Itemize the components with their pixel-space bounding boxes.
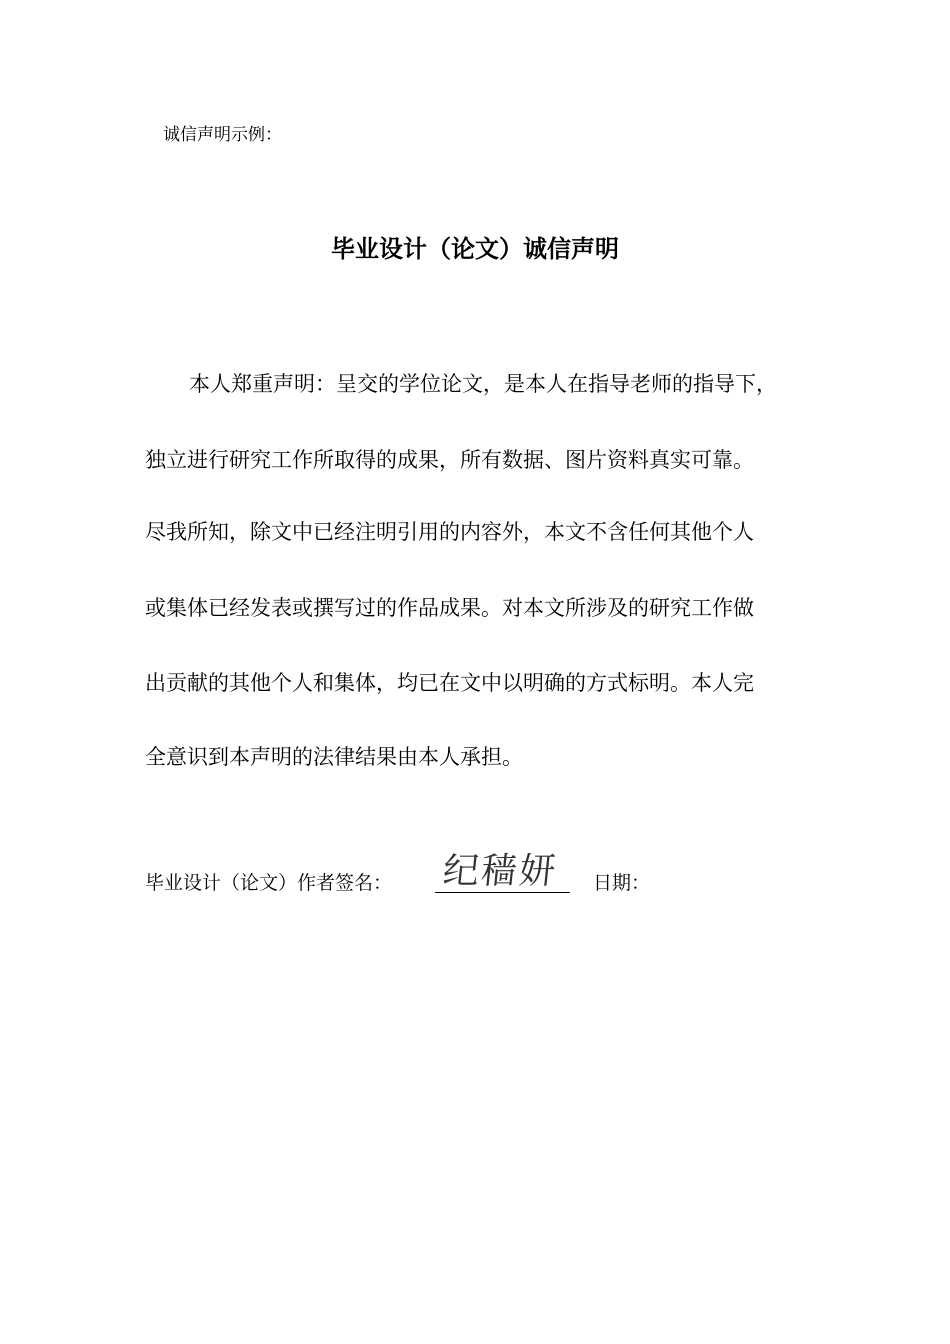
signature-label: 毕业设计（论文）作者签名：	[145, 872, 393, 894]
example-label: 诚信声明示例：	[163, 125, 282, 145]
declaration-line-1: 本人郑重声明：呈交的学位论文，是本人在指导老师的指导下，	[189, 372, 777, 396]
handwritten-signature: 纪穑妍	[440, 851, 560, 892]
declaration-line-4: 或集体已经发表或撰写过的作品成果。对本文所涉及的研究工作做	[145, 596, 754, 620]
signature-underline	[435, 892, 570, 893]
declaration-line-5: 出贡献的其他个人和集体，均已在文中以明确的方式标明。本人完	[145, 671, 754, 695]
declaration-line-6: 全意识到本声明的法律结果由本人承担。	[145, 745, 523, 769]
declaration-line-2: 独立进行研究工作所取得的成果，所有数据、图片资料真实可靠。	[145, 448, 754, 472]
signature-row	[145, 851, 845, 906]
document-title: 毕业设计（论文）诚信声明	[331, 235, 619, 263]
declaration-line-3: 尽我所知，除文中已经注明引用的内容外，本文不含任何其他个人	[145, 520, 754, 544]
date-label: 日期：	[593, 872, 651, 894]
